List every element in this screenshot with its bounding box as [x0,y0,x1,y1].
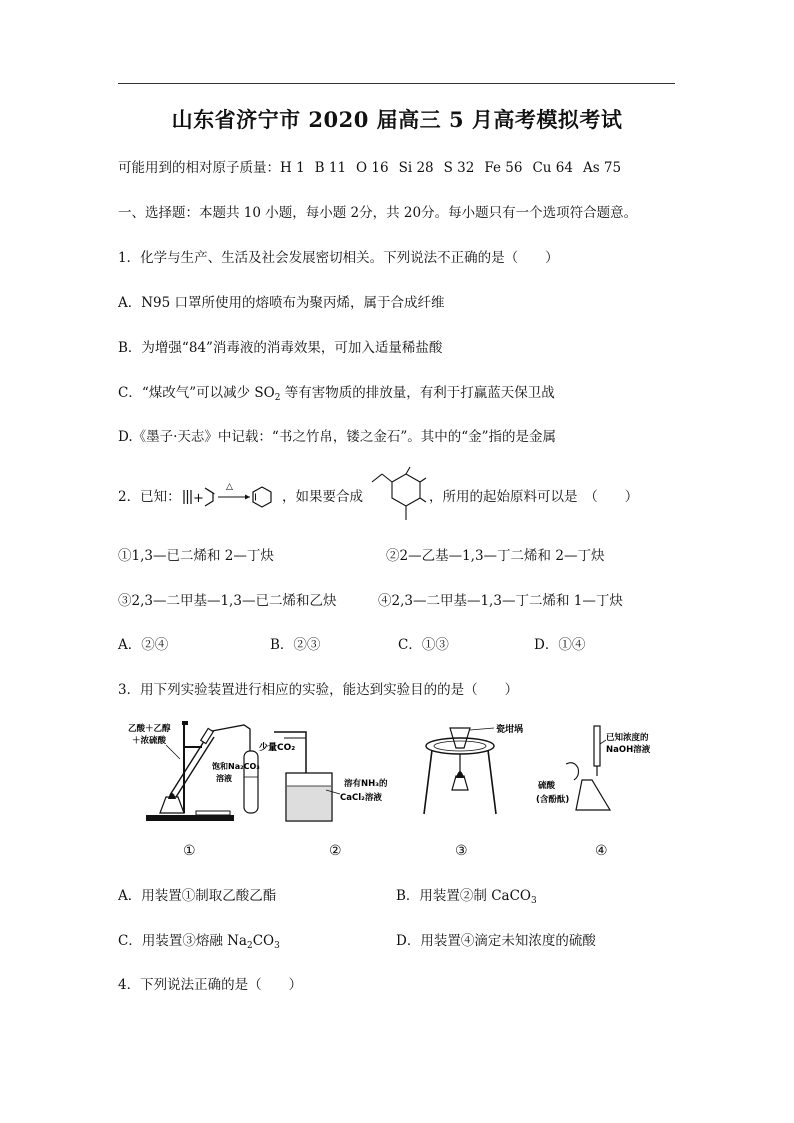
apparatus-4-number: ④ [595,843,608,859]
svg-text:少量CO₂: 少量CO₂ [259,743,296,753]
q2-option-d: D．①④ [534,637,586,653]
svg-text:瓷坩埚: 瓷坩埚 [496,725,524,735]
apparatus-3-figure [418,718,548,828]
apparatus-1-number: ① [183,843,196,859]
svg-text:(含酚酞): (含酚酞) [536,795,570,805]
q2-mid: ，如果要合成 [282,489,363,505]
atomic-mass-label: 可能用到的相对原子质量： [118,160,280,176]
q3-stem: 3．用下列实验装置进行相应的实验，能达到实验目的的是（ ） [118,682,519,698]
target-molecule-icon [362,466,428,528]
q2-choice-2: ②2—乙基—1,3—丁二烯和 2—丁炔 [386,548,605,564]
heat-symbol: △ [226,482,233,492]
svg-text:＋浓硫酸: ＋浓硫酸 [132,736,167,746]
q1-option-a: A．N95 口罩所使用的熔喷布为聚丙烯，属于合成纤维 [118,295,445,311]
svg-text:NaOH溶液: NaOH溶液 [606,745,651,755]
q3-option-c: C．用装置③熔融 $Na_2CO_3$ [118,933,280,951]
q2-prefix: 2．已知： [118,489,181,505]
q4-stem: 4．下列说法正确的是（ ） [118,977,303,993]
q2-choice-4: ④2,3—二甲基—1,3—丁二烯和 1—丁炔 [378,593,623,609]
mass-item: Cu 64 [532,160,573,176]
q1-option-d: D.《墨子·天志》中记载：“书之竹帛，镂之金石”。其中的“金”指的是金属 [118,429,557,445]
reaction-scheme-icon [180,475,280,515]
q1-option-c: C．“煤改气”可以减少 $SO_2$ 等有害物质的排放量，有利于打赢蓝天保卫战 [118,385,555,403]
mass-item: As 75 [582,160,622,176]
q2-choice-1: ①1,3—已二烯和 2—丁炔 [118,548,274,564]
page-title: 山东省济宁市 2020 届高三 5 月高考模拟考试 [171,107,623,132]
svg-text:溶液: 溶液 [216,774,232,783]
q3-option-b: B．用装置②制 CaCO$_3$ [396,888,537,906]
apparatus-3-number: ③ [455,843,468,859]
mass-item: O 16 [356,160,389,176]
apparatus-4-figure [536,724,696,824]
q1-option-b: B．为增强“84”消毒液的消毒效果，可加入适量稀盐酸 [118,340,443,356]
mass-item: B 11 [314,160,347,176]
mass-item: H 1 [280,160,305,176]
mass-item: Fe 56 [484,160,523,176]
svg-text:已知浓度的: 已知浓度的 [606,733,649,743]
plus-sign: + [193,491,204,506]
q1-stem: 1．化学与生产、生活及社会发展密切相关。下列说法不正确的是（ ） [118,250,559,266]
q2-option-b: B．②③ [270,637,321,653]
q3-option-a: A．用装置①制取乙酸乙酯 [118,888,277,904]
q2-option-c: C．①③ [398,637,449,653]
q2-suffix: ，所用的起始原料可以是 （ ） [429,489,639,505]
svg-text:溶有NH₃的: 溶有NH₃的 [344,779,388,789]
section-heading: 一、选择题：本题共 10 小题，每小题 2分，共 20分。每小题只有一个选项符合题意。 [118,205,638,221]
q2-option-a: A．②④ [118,637,169,653]
q2-choice-3: ③2,3—二甲基—1,3—已二烯和乙炔 [118,593,337,609]
svg-text:饱和Na₂CO₃: 饱和Na₂CO₃ [212,762,260,771]
mass-item: S 32 [443,160,475,176]
mass-item: Si 28 [398,160,434,176]
header-rule [118,83,675,84]
q3-option-d: D．用装置④滴定未知浓度的硫酸 [396,933,596,949]
svg-text:硫酸: 硫酸 [538,781,556,791]
svg-text:CaCl₂溶液: CaCl₂溶液 [340,793,382,803]
apparatus-1-figure [126,717,274,829]
svg-text:乙酸＋乙醇: 乙酸＋乙醇 [128,724,171,734]
atomic-mass-line [118,158,631,178]
apparatus-2-number: ② [329,843,342,859]
apparatus-2-figure [256,728,406,828]
